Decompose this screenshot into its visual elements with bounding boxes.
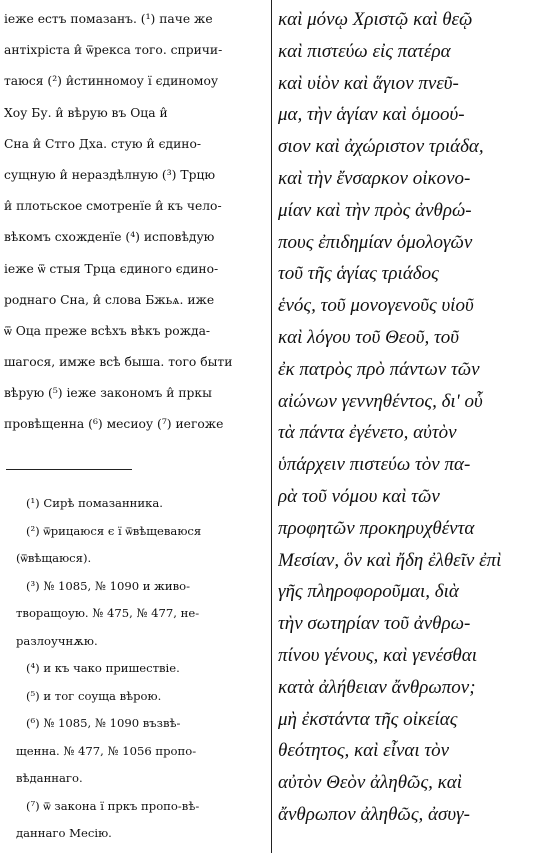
greek-line: Μεσίαν, ὃν καὶ ἤδη ἐλθεῖν ἐπὶ: [278, 549, 502, 571]
church-slavonic-column: [4, 4, 268, 441]
footnote-line: (⁴) и къ чако пришествіе.: [26, 661, 180, 675]
greek-line: ρὰ τοῦ νόμου καὶ τῶν: [278, 485, 440, 507]
greek-line: ἐκ πατρὸς πρὸ πάντων τῶν: [278, 358, 480, 380]
greek-line: κατὰ ἀλήθειαν ἄνθρωπον;: [278, 676, 476, 698]
slavonic-line: роднаго Сна, и̂ слова Бжьѧ. иже: [4, 292, 215, 307]
footnote-line: вѣданнаго.: [16, 771, 83, 785]
footnotes-block: [4, 490, 268, 848]
greek-line: ἑνός, τοῦ μονογενοῦς υἱοῦ: [278, 295, 474, 317]
footnote-line: (⁵) и тог соуща вѣрою.: [26, 688, 162, 703]
greek-line: καὶ μόνῳ Χριστῷ καὶ θεῷ: [278, 9, 473, 30]
slavonic-line: іеже ѿ стыя Трца єдиного єдино-: [4, 261, 219, 276]
slavonic-line: вѣкомъ схожденїе (⁴) исповѣдую: [4, 230, 215, 245]
footnote-separator: [6, 469, 132, 470]
greek-line: τὴν σωτηρίαν τοῦ ἀνθρω-: [278, 613, 471, 635]
slavonic-line: Сна и̂ Стго Дха. стую и̂ єдино-: [4, 136, 202, 151]
greek-line: αἰώνων γεννηθέντος, δι' οὗ: [278, 390, 483, 412]
greek-line: σιον καὶ ἀχώριστον τριάδα,: [278, 136, 484, 158]
slavonic-line: іеже естъ помазанъ. (¹) паче же: [4, 12, 213, 26]
greek-line: μὴ ἐκστάντα τῆς οἰκείας: [278, 708, 458, 730]
greek-line: τοῦ τῆς ἁγίας τριάδος: [278, 263, 439, 285]
slavonic-line: провѣщенна (⁶) месиоу (⁷) иегоже: [4, 417, 224, 432]
footnote-line: (ѿвѣщаюся).: [16, 551, 92, 565]
slavonic-line: шагося, имже всѣ быша. того быти: [4, 355, 233, 370]
greek-line: πους ἐπιδημίαν ὁμολογῶν: [278, 231, 473, 253]
footnote-line: (²) ѿрицаюся є ї ѿвѣщеваюся: [26, 523, 202, 538]
greek-line: ὑπάρχειν πιστεύω τὸν πα-: [278, 454, 471, 476]
greek-line: πίνου γένους, καὶ γενέσθαι: [278, 644, 478, 666]
greek-line: καὶ υἱὸν καὶ ἅγιον πνεῦ-: [278, 72, 459, 94]
slavonic-line: вѣрую (⁵) іеже закономъ и̂ пркы: [4, 386, 212, 401]
greek-line: αὐτὸν Θεὸν ἀληθῶς, καὶ: [278, 772, 463, 794]
greek-line: καὶ πιστεύω εἰς πατέρα: [278, 40, 451, 62]
greek-line: τὰ πάντα ἐγένετο, αὐτὸν: [278, 422, 457, 444]
column-divider: [271, 0, 272, 853]
slavonic-line: сущную и̂ нераздѣлную (³) Трцю: [4, 167, 216, 182]
greek-line: μίαν καὶ τὴν πρὸς ἀνθρώ-: [278, 199, 472, 221]
footnote-line: разлоучнѫю.: [16, 633, 98, 648]
footnote-line: (⁷) ѿ закона ї пркъ пропо-вѣ-: [26, 798, 200, 813]
footnote-line: (³) № 1085, № 1090 и живо-: [26, 578, 190, 593]
footnote-line: даннаго Месію.: [16, 826, 112, 840]
greek-column: [278, 4, 544, 831]
greek-line: θεότητος, καὶ εἶναι τὸν: [278, 740, 450, 762]
footnote-line: щенна. № 477, № 1056 пропо-: [16, 743, 197, 758]
footnote-line: творащоую. № 475, № 477, не-: [16, 606, 200, 620]
slavonic-line: таюся (²) и̂стинномоу ї єдиномоу: [4, 74, 219, 89]
footnote-line: (⁶) № 1085, № 1090 възвѣ-: [26, 716, 181, 730]
greek-line: ἄνθρωπον ἀληθῶς, ἀσυγ-: [278, 803, 470, 825]
slavonic-line: и̂ плотьское смотренїе и̂ къ чело-: [4, 199, 222, 214]
greek-line: προφητῶν προκηρυχθέντα: [278, 517, 475, 539]
footnote-line: (¹) Сирѣ помазанника.: [26, 496, 163, 510]
greek-line: μα, τὴν ἁγίαν καὶ ὁμοού-: [278, 104, 465, 126]
slavonic-line: антіхріста и̂ ѿрекса того. спричи-: [4, 43, 223, 58]
slavonic-line: Хоу Бу. и̂ вѣрую въ Оца и̂: [4, 105, 168, 120]
greek-line: γῆς πληροφοροῦμαι, διὰ: [278, 581, 459, 603]
slavonic-line: ѿ Оца преже всѣхъ вѣкъ рожда-: [4, 323, 211, 338]
greek-line: καὶ τὴν ἔνσαρκον οἰκονο-: [278, 167, 471, 189]
greek-line: καὶ λόγου τοῦ Θεοῦ, τοῦ: [278, 326, 460, 348]
